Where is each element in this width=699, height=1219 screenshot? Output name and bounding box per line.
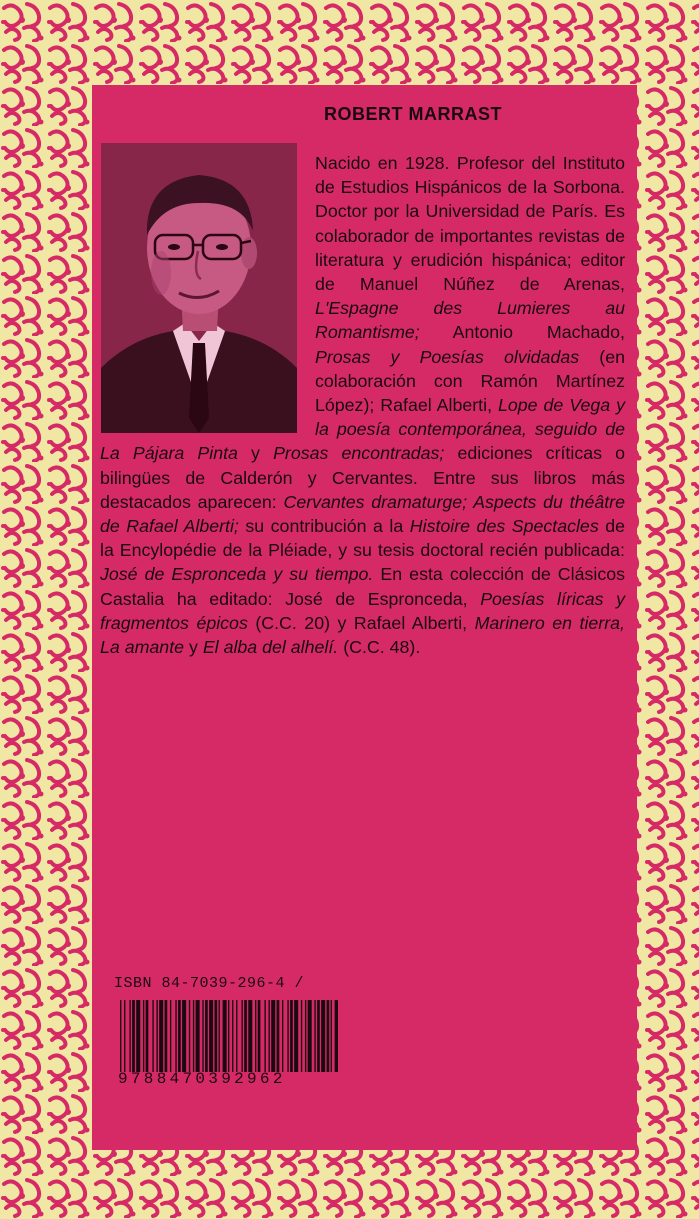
barcode-bar xyxy=(269,1000,270,1072)
barcode-bar xyxy=(236,1000,237,1072)
barcode-bar xyxy=(146,1000,149,1072)
barcode-bar xyxy=(156,1000,157,1072)
barcode-bar xyxy=(271,1000,275,1072)
barcode-bar xyxy=(159,1000,163,1072)
barcode-bar xyxy=(215,1000,218,1072)
barcode-bar xyxy=(132,1000,135,1072)
barcode-bar xyxy=(202,1000,203,1072)
barcode-bar xyxy=(165,1000,168,1072)
bio-title-italic: Prosas encontradas; xyxy=(273,443,445,464)
isbn-text: ISBN 84-7039-296-4 / xyxy=(114,975,305,992)
bio-text: En esta colección de Clásicos Castalia ha editado: José de Espronceda, xyxy=(100,564,625,609)
barcode-bar xyxy=(219,1000,220,1072)
bio-text: ediciones críticas o bilingües de Calderón y Cervantes. Entre sus libros más destacados aparecen: xyxy=(100,443,625,512)
bio-text: (C.C. 20) y Rafael Alberti, xyxy=(247,612,475,633)
barcode-bar xyxy=(282,1000,283,1072)
bio-text: de la Encylopédie de la Pléiade, y su tesis doctoral recién publicada: xyxy=(100,516,625,561)
barcode-bar xyxy=(301,1000,302,1072)
author-biography xyxy=(100,151,625,659)
barcode-bar xyxy=(120,1000,121,1072)
barcode-icon xyxy=(118,1000,338,1072)
author-name: ROBERT MARRAST xyxy=(324,104,502,124)
barcode-bar xyxy=(196,1000,200,1072)
barcode-bar xyxy=(242,1000,243,1072)
barcode-bar xyxy=(314,1000,315,1072)
barcode-bar xyxy=(308,1000,312,1072)
bio-title-italic: L'Espagne des Lumieres au Romantisme; xyxy=(315,298,625,343)
barcode-bar xyxy=(244,1000,247,1072)
barcode-bar xyxy=(290,1000,293,1072)
bio-title-italic: Poesías líricas y fragmentos épicos xyxy=(100,588,625,633)
bio-title-italic: Cervantes dramaturge; Aspects du théâtre de Rafael Alberti; xyxy=(100,491,625,537)
barcode-bar xyxy=(305,1000,306,1072)
barcode-bar xyxy=(294,1000,298,1072)
bio-text: Nacido en 1928. Profesor del Instituto de Estudios Hispánicos de la Sorbona. Doctor por la Universidad de París. Es colaborador de importantes revistas de literatura y erudición hispánica; editor de Manuel Núñez de Arenas, xyxy=(315,153,625,295)
barcode-bar xyxy=(327,1000,330,1072)
bio-text: su contribución a la xyxy=(238,516,410,537)
barcode-bar xyxy=(317,1000,320,1072)
barcode-bar xyxy=(182,1000,186,1072)
barcode-bar xyxy=(335,1000,338,1072)
barcode-bar xyxy=(193,1000,194,1072)
barcode-bar xyxy=(143,1000,144,1072)
bio-title-italic: Prosas y Poesías olvidadas xyxy=(315,346,580,367)
barcode-bar xyxy=(136,1000,140,1072)
barcode-bar xyxy=(255,1000,256,1072)
bio-title-italic: José de Espronceda y su tiempo. xyxy=(100,564,374,585)
barcode-bar xyxy=(321,1000,325,1072)
biography-paragraph xyxy=(100,151,625,659)
barcode-bar xyxy=(232,1000,233,1072)
barcode-bar xyxy=(152,1000,153,1072)
barcode-bar xyxy=(205,1000,208,1072)
bio-text: (C.C. 48). xyxy=(338,637,421,658)
barcode-bar xyxy=(277,1000,280,1072)
barcode-bar xyxy=(248,1000,252,1072)
barcode-number: 9788470392962 xyxy=(118,1070,286,1088)
bio-title-italic: Histoire des Spectacles xyxy=(409,516,599,537)
bio-text: Antonio Machado, xyxy=(419,322,625,343)
barcode-bar xyxy=(178,1000,181,1072)
barcode-bar xyxy=(264,1000,265,1072)
bio-title-italic: Marinero en tierra, La amante xyxy=(100,612,625,658)
bio-text: y xyxy=(184,637,203,658)
barcode-bar xyxy=(258,1000,261,1072)
barcode-bar xyxy=(228,1000,229,1072)
barcode-bar xyxy=(209,1000,213,1072)
bio-title-italic: Lope de Vega y la poesía contemporánea, seguido de La Pájara Pinta xyxy=(100,395,625,464)
bio-title-italic: El alba del alhelí. xyxy=(202,637,339,658)
barcode-bar xyxy=(287,1000,288,1072)
barcode-bar xyxy=(331,1000,332,1072)
barcode-bar xyxy=(189,1000,190,1072)
barcode-bar xyxy=(124,1000,125,1072)
barcode-bar xyxy=(129,1000,130,1072)
bio-text: (en colaboración con Ramón Martínez López); Rafael Alberti, xyxy=(315,346,625,416)
barcode-bar xyxy=(175,1000,176,1072)
barcode-bar xyxy=(170,1000,171,1072)
bio-text: y xyxy=(237,443,274,464)
barcode-bar xyxy=(223,1000,227,1072)
